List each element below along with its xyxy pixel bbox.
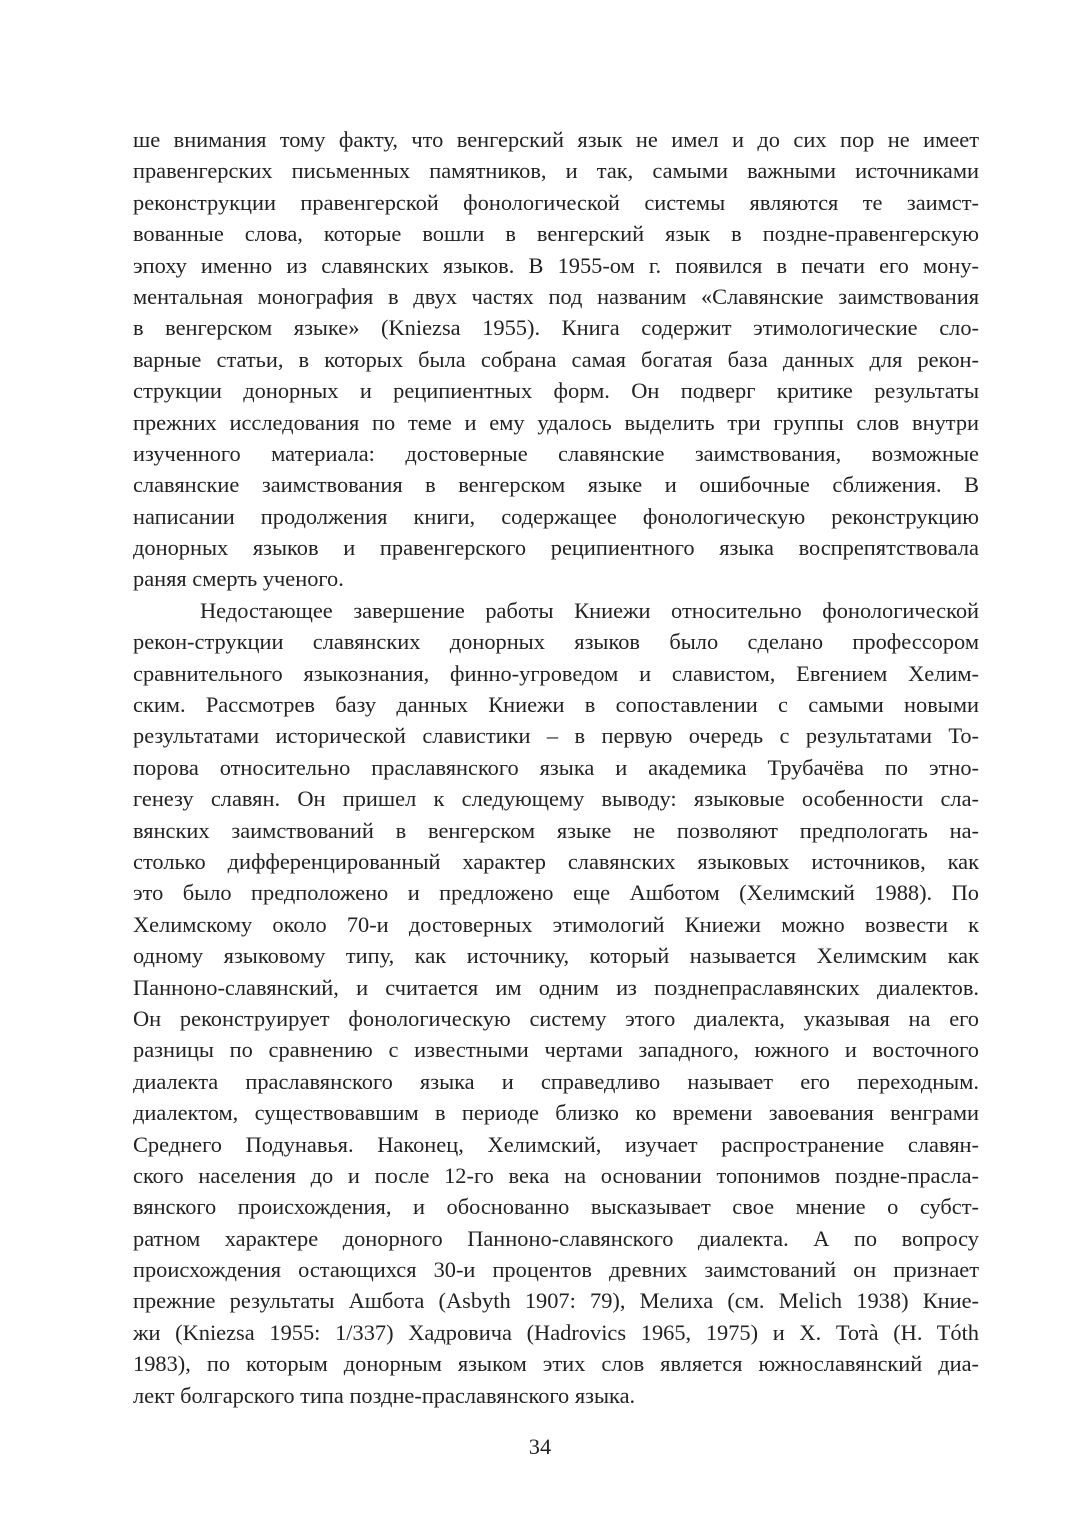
- text-line: ским. Рассмотрев базу данных Книежи в сопоставлении с самыми новыми: [133, 692, 979, 718]
- text-line: вованные слова, которые вошли в венгерский язык в поздне-правенгерскую: [133, 221, 979, 247]
- text-line: порова относительно праславянского языка и академика Трубачёва по этно-: [133, 754, 979, 780]
- text-line: диалектом, существовавшим в периоде близко ко времени завоевания венграми: [133, 1100, 979, 1126]
- text-line: изученного материала: достоверные славянские заимствования, возможные: [133, 440, 979, 466]
- text-line: реконструкции правенгерской фонологической системы являются те заимст-: [133, 189, 979, 215]
- text-line: жи (Kniezsa 1955: 1/337) Хадровича (Hadrovics 1965, 1975) и Х. Тотà (H. Tóth: [133, 1319, 979, 1345]
- text-line: ментальная монография в двух частях под названим «Славянские заимствования: [133, 283, 979, 309]
- text-line: прежние результаты Ашбота (Asbyth 1907: 79), Мелиха (см. Melich 1938) Книe-: [133, 1288, 979, 1314]
- text-line: генезу славян. Он пришел к следующему выводу: языковые особенности сла-: [133, 786, 979, 812]
- text-line: сравнительного языкознания, финно-угроведом и славистом, Евгением Хелим-: [133, 660, 979, 686]
- text-line: ше внимания тому факту, что венгерский язык не имел и до сих пор не имеет: [133, 127, 979, 152]
- text-line: Хелимскому около 70-и достоверных этимологий Книежи можно возвести к: [133, 911, 979, 937]
- text-line: вянских заимствований в венгерском языке не позволяют предпологать на-: [133, 817, 979, 843]
- text-line: струкции донорных и реципиентных форм. Он подверг критике результаты: [133, 378, 979, 404]
- text-line: Среднего Подунавья. Наконец, Хелимский, изучает распространение славян-: [133, 1131, 979, 1157]
- text-line: правенгерских письменных памятников, и так, самыми важными источниками: [133, 158, 979, 184]
- text-line: столько дифференцированный характер славянских языковых источников, как: [133, 848, 979, 874]
- text-line: варные статьи, в которых была собрана самая богатая база данных для рекон-: [133, 346, 979, 372]
- text-line: Он реконструирует фонологическую систему этого диалекта, указывая на его: [133, 1005, 979, 1031]
- body-text: [133, 124, 979, 1411]
- text-line: происхождения остающихся 30-и процентов древних заимстований он признает: [133, 1257, 979, 1283]
- text-line: рекон-струкции славянских донорных языков было сделано профессором: [133, 629, 979, 655]
- text-line: Панноно-славянский, и считается им одним из позднепраславянских диалектов.: [133, 974, 979, 1000]
- text-line: славянские заимствования в венгерском языке и ошибочные сближения. В: [133, 472, 979, 498]
- text-line: ратном характере донорного Панноно-славянского диалекта. А по вопросу: [133, 1225, 979, 1251]
- text-line: диалекта праславянского языка и справедливо называет его переходным.: [133, 1068, 979, 1094]
- text-line: результатами исторической славистики – в первую очередь с результатами То-: [133, 723, 979, 749]
- paragraph-1: [133, 124, 979, 595]
- page-number: 34: [528, 1434, 552, 1459]
- text-line: донорных языков и правенгерского реципиентного языка воспрепятствовала: [133, 535, 979, 561]
- text-line: раняя смерть ученого.: [133, 566, 344, 592]
- text-line: ского населения до и после 12-го века на основании топонимов поздне-прасла-: [133, 1162, 979, 1188]
- text-line: 1983), по которым донорным языком этих слов является южнославянский диа-: [133, 1351, 979, 1377]
- text-line: одному языковому типу, как источнику, который называется Хелимским как: [133, 943, 979, 969]
- text-line: лект болгарского типа поздне-праславянского языка.: [133, 1382, 636, 1408]
- text-line: это было предположено и предложено еще Ашботом (Хелимский 1988). По: [133, 880, 979, 906]
- paragraph-2: [133, 595, 979, 1411]
- text-line: прежних исследования по теме и ему удалось выделить три группы слов внутри: [133, 409, 979, 435]
- text-line: разницы по сравнению с известными чертами западного, южного и восточного: [133, 1037, 979, 1063]
- text-line: эпоху именно из славянских языков. В 1955-ом г. появился в печати его мону-: [133, 252, 979, 278]
- text-line: вянского происхождения, и обоснованно высказывает свое мнение о субст-: [133, 1194, 979, 1220]
- text-line: написании продолжения книги, содержащее фонологическую реконструкцию: [133, 503, 979, 529]
- text-line: Недостающее завершение работы Книежи относительно фонологической: [200, 597, 979, 623]
- text-line: в венгерском языке» (Kniezsa 1955). Книга содержит этимологические сло-: [133, 315, 979, 341]
